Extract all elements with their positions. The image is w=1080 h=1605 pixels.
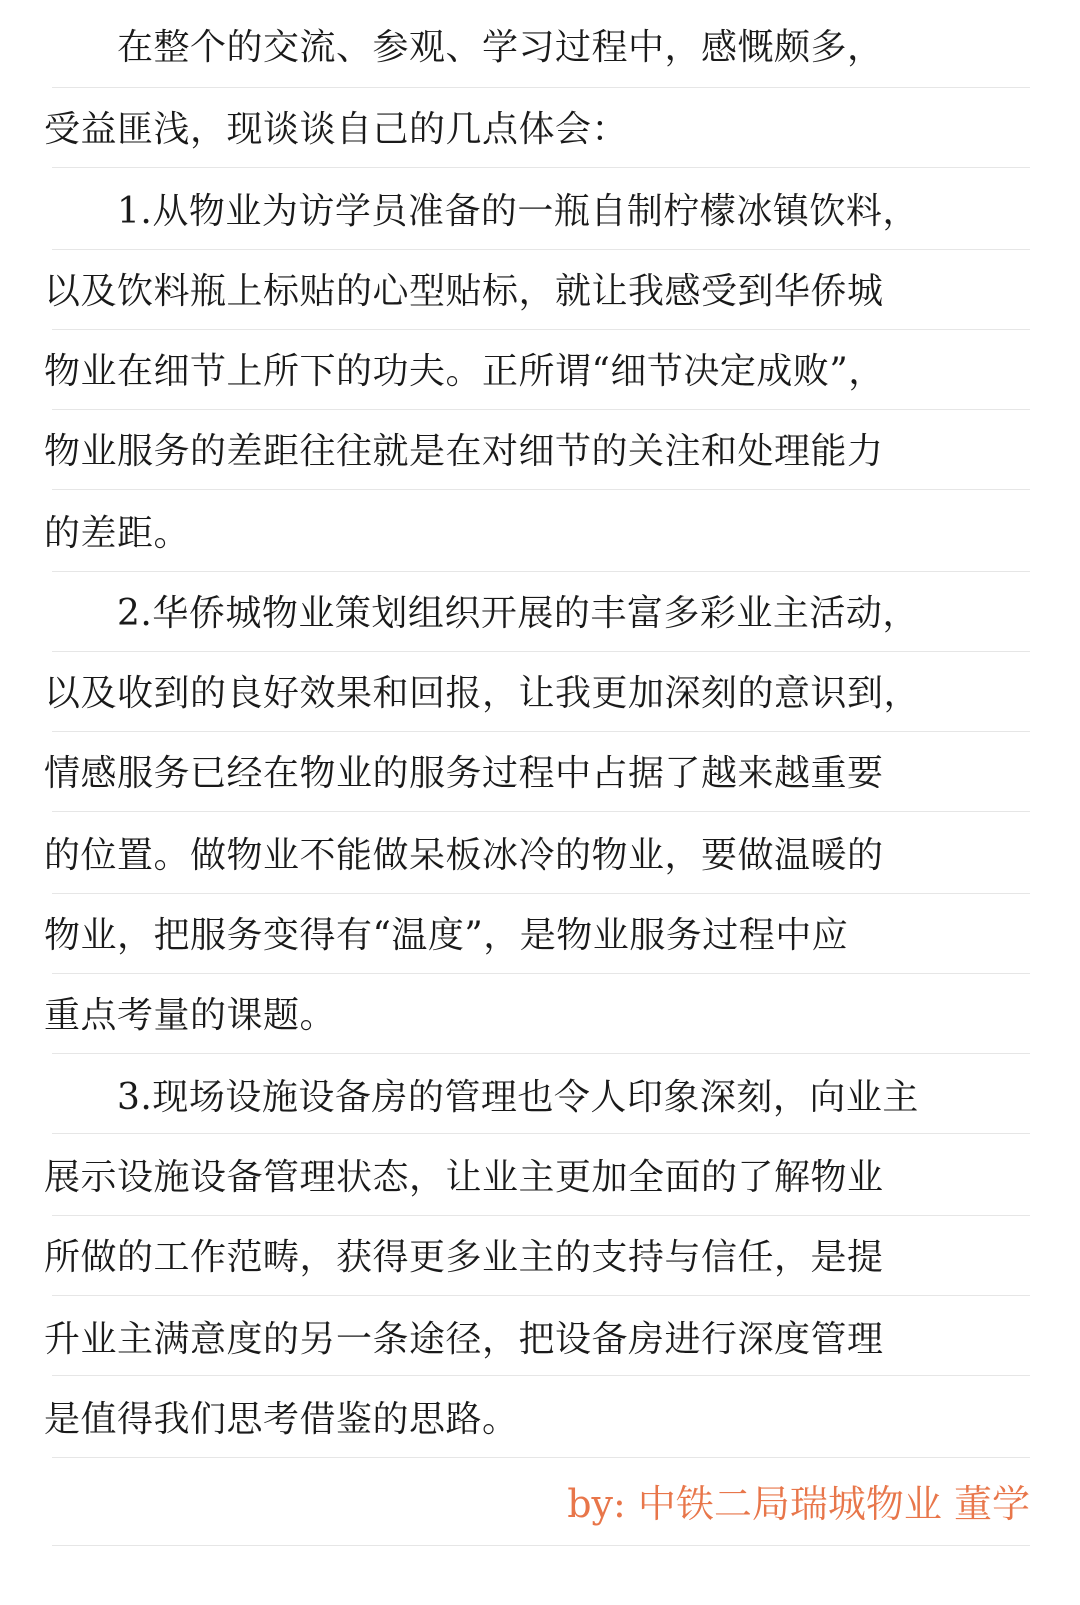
ruled-line (52, 409, 1030, 410)
text-line: 在整个的交流、参观、学习过程中，感慨颇多， (44, 27, 884, 68)
ruled-line (52, 1295, 1030, 1296)
text-line: 展示设施设备管理状态，让业主更加全面的了解物业 (44, 1157, 884, 1198)
ruled-line (52, 167, 1030, 168)
text-line: 所做的工作范畴，获得更多业主的支持与信任，是提 (44, 1237, 884, 1278)
ruled-line (52, 893, 1030, 894)
text-line: 的差距。 (44, 513, 191, 554)
text-line: 是值得我们思考借鉴的思路。 (44, 1399, 519, 1440)
text-line: 物业，把服务变得有“温度”，是物业服务过程中应 (44, 915, 849, 956)
ruled-line (52, 571, 1030, 572)
ruled-line (52, 1053, 1030, 1054)
ruled-line (52, 973, 1030, 974)
ruled-line (52, 1215, 1030, 1216)
ruled-line (52, 329, 1030, 330)
text-line: 的位置。做物业不能做呆板冰冷的物业，要做温暖的 (44, 835, 884, 876)
text-line: 2.华侨城物业策划组织开展的丰富多彩业主活动， (44, 593, 919, 634)
ruled-line (52, 651, 1030, 652)
text-line: 3.现场设施设备房的管理也令人印象深刻，向业主 (44, 1077, 919, 1118)
text-line: 升业主满意度的另一条途径，把设备房进行深度管理 (44, 1319, 884, 1360)
text-line: 物业在细节上所下的功夫。正所谓“细节决定成败”， (44, 351, 885, 392)
ruled-line (52, 1133, 1030, 1134)
ruled-line (52, 87, 1030, 88)
text-line: 重点考量的课题。 (44, 995, 337, 1036)
ruled-line (52, 249, 1030, 250)
text-line: 情感服务已经在物业的服务过程中占据了越来越重要 (44, 753, 884, 794)
text-line: 以及收到的良好效果和回报，让我更加深刻的意识到， (44, 673, 921, 714)
ruled-line (52, 1457, 1030, 1458)
author-signature: by: 中铁二局瑞城物业 董学 (567, 1482, 1030, 1526)
text-line: 物业服务的差距往往就是在对细节的关注和处理能力 (44, 431, 884, 472)
ruled-line (52, 731, 1030, 732)
ruled-line (52, 1375, 1030, 1376)
text-line: 受益匪浅，现谈谈自己的几点体会： (44, 109, 629, 150)
text-line: 以及饮料瓶上标贴的心型贴标，就让我感受到华侨城 (44, 271, 884, 312)
ruled-line (52, 489, 1030, 490)
text-line: 1.从物业为访学员准备的一瓶自制柠檬冰镇饮料， (44, 191, 919, 232)
ruled-line (52, 811, 1030, 812)
ruled-line (52, 1545, 1030, 1546)
